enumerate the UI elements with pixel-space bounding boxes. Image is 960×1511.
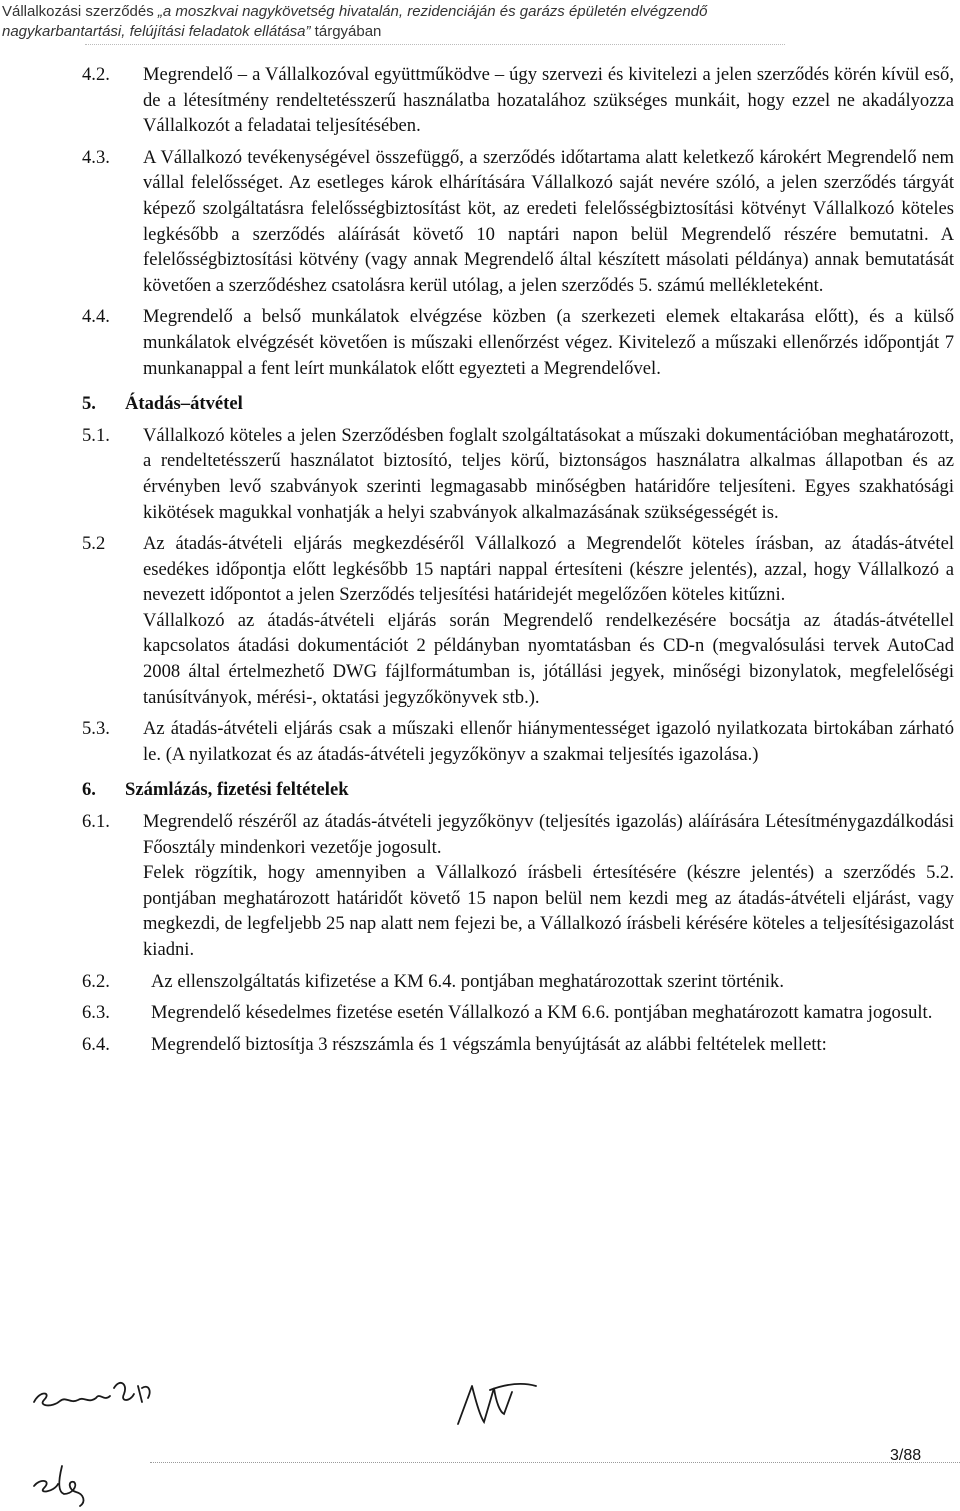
handwritten-signature-left [30,1368,160,1418]
section-title: Átadás–átvétel [125,393,243,415]
clause-number: 6.3. [82,1002,110,1024]
section-6-heading [82,777,954,803]
document-body [82,62,954,1063]
section-title: Számlázás, fizetési feltételek [125,779,349,801]
clause-number: 5.2 [82,533,106,555]
clause-text-continued: Felek rögzítik, hogy amennyiben a Vállalkozó írásbeli értesítésére (készre jelentés) a szerződés 5.2. pontjában meghatározott határidőt követő 15 napon belül nem kezdi meg az átadás-átvételi eljárást, vagy megkezdi, de legfeljebb 25 nap alatt nem fejezi be, a Vállalkozó írásbeli kérésére köteles a teljesítésigazolást kiadni. [143,862,954,960]
clause-6-2 [82,969,954,995]
clause-text-continued: Vállalkozó az átadás-átvételi eljárás során Megrendelő rendelkezésére bocsátja az átadás-átvétellel kapcsolatos átadási dokumentációt 2 példányban nyomtatásban és CD-n (megvalósulási tervek AutoCad 2008 által értelmezhető DWG fájlformátumban is, jótállási jegyek, minőségi bizonylatok, megfelelőségi tanúsítványok, mérési-, oktatási jegyzőkönyvek stb.). [143,609,954,708]
clause-number: 5.1. [82,424,110,446]
clause-text: Vállalkozó köteles a jelen Szerződésben foglalt szolgáltatásokat a műszaki dokumentációban meghatározott, a rendeltetésszerű használatot biztosító, teljes körű, biztonságos használatra alkalmas állapotban és az érvényben levő szabványok szerinti legmagasabb minőségben határidőre teljesíteni. Egyes szakhatósági kikötések magukkal vonhatják a helyi szabványok alkalmazásának szükségességét is. [143,424,954,523]
clause-number: 4.4. [82,306,110,328]
handwritten-initials-bottom [28,1458,98,1508]
clause-text: Megrendelő – a Vállalkozóval együttműködve – úgy szervezi és kivitelezi a jelen szerződés körén kívül eső, de a létesítmény rendeltetésszerű használatba hozatalához szükséges munkáit, hogy ezzel ne akadályozza Vállalkozót a feladatai teljesítésében. [143,64,954,137]
clause-text: Az ellenszolgáltatás kifizetése a KM 6.4. pontjában meghatározottak szerint történik. [151,970,784,992]
clause-text: Megrendelő biztosítja 3 részszámla és 1 végszámla benyújtását az alábbi feltételek mellett: [151,1033,827,1055]
section-number: 5. [82,393,96,415]
clause-text: Megrendelő a belső munkálatok elvégzése közben (a szerkezeti elemek eltakarása előtt), és a külső munkálatok elvégzését követően is műszaki ellenőrzést végez. Kivitelező a műszaki ellenőrzés időpontját 7 munkanappal a fent leírt munkálatok előtt egyezteti a Megrendelővel. [143,306,954,379]
clause-number: 6.2. [82,970,110,992]
clause-text: A Vállalkozó tevékenységével összefüggő, a szerződés időtartama alatt keletkező károkért Megrendelő nem vállal felelősséget. Az esetleges károk elhárítására Vállalkozó saját nevére szóló, a jelen szerződés tárgyát képező szolgáltatásra felelősségbiztosítást köt, az eredeti felelősségbiztosítási kötvényt Vállalkozó köteles legkésőbb a szerződés aláírását követő 10 naptári napon belül Megrendelő részére bemutatni. A felelősségbiztosítási kötvény (vagy annak Megrendelő által készített másolati példánya) annak bemutatását követően a szerződéshez csatolásra kerül utólag, a jelen szerződés 5. számú mellékleteként. [143,146,954,296]
clause-6-3 [82,1000,954,1026]
header-divider [85,44,785,45]
clause-number: 4.3. [82,146,110,168]
clause-4-2 [82,62,954,139]
clause-5-2 [82,531,954,710]
page-header [0,2,960,42]
clause-text: Megrendelő részéről az átadás-átvételi jegyzőkönyv (teljesítés igazolás) aláírására Létesítménygazdálkodási Főosztály mindenkori vezetője jogosult. [143,811,954,858]
header-line-2: nagykarbantartási, felújítási feladatok ellátása” tárgyában [2,23,382,40]
clause-number: 6.1. [82,811,110,833]
clause-text: Az átadás-átvételi eljárás csak a műszaki ellenőr hiánymentességet igazoló nyilatkozata birtokában zárható le. (A nyilatkozat és az átadás-átvételi jegyzőkönyv a szakmai teljesítés igazolása.) [143,718,954,765]
page-number: 3/88 [890,1447,922,1464]
clause-6-4 [82,1032,954,1058]
clause-5-1 [82,423,954,525]
header-line-1: Vállalkozási szerződés „a moszkvai nagykövetség hivatalán, rezidenciáján és garázs épületén elvégzendő [2,3,708,20]
clause-text: Megrendelő késedelmes fizetése esetén Vállalkozó a KM 6.6. pontjában meghatározott kamatra jogosult. [151,1002,933,1024]
clause-text: Az átadás-átvételi eljárás megkezdéséről Vállalkozó a Megrendelőt köteles írásban, az átadás-átvétel esedékes időpontja előtt legkésőbb 15 naptári nappal értesíteni (készre jelentés), azzal, hogy Vállalkozó a nevezett időpontot a jelen Szerződés teljesítési határidejét megelőzően köteles kitűzni. [143,533,954,606]
section-number: 6. [82,779,96,801]
clause-4-3 [82,145,954,299]
clause-4-4 [82,304,954,381]
clause-6-1 [82,809,954,963]
clause-number: 5.3. [82,718,110,740]
clause-5-3 [82,716,954,767]
section-5-heading [82,391,954,417]
handwritten-initials-center [450,1372,540,1432]
signature-divider [150,1462,960,1463]
clause-number: 4.2. [82,64,110,85]
clause-number: 6.4. [82,1033,110,1055]
